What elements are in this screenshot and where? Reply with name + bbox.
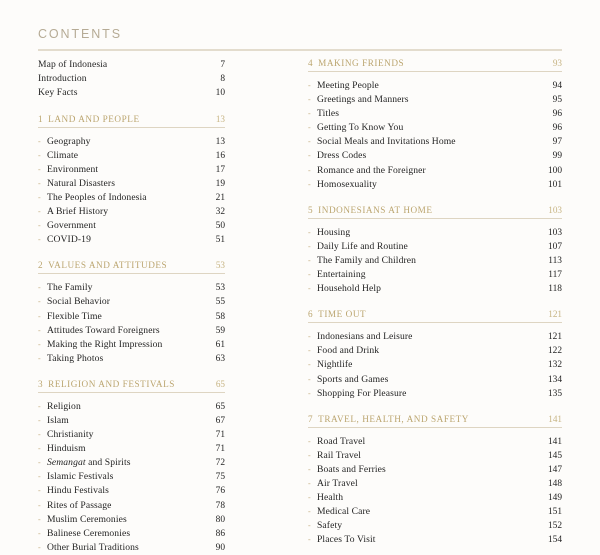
toc-entry-page-number: 100: [547, 165, 562, 176]
toc-section-heading-text: [38, 260, 167, 270]
toc-entry[interactable]: [38, 86, 225, 100]
toc-entry[interactable]: [308, 491, 562, 505]
bullet-dash-icon: -: [308, 137, 311, 147]
bullet-dash-icon: -: [38, 401, 41, 411]
toc-entry-page-number: 63: [215, 353, 225, 364]
toc-entry-label: Homosexuality: [317, 178, 377, 190]
toc-section-page-number: 103: [548, 204, 562, 215]
toc-entry[interactable]: [38, 352, 225, 366]
toc-entry-page-number: 117: [548, 270, 562, 281]
bullet-dash-icon: -: [38, 430, 41, 440]
toc-section: [308, 205, 562, 296]
toc-entry[interactable]: [308, 505, 562, 519]
toc-section-title: INDONESIANS AT HOME: [318, 204, 433, 215]
toc-section-number: 7: [308, 413, 314, 424]
toc-entry-label: Islamic Festivals: [47, 471, 114, 483]
toc-entry[interactable]: [308, 477, 562, 491]
bullet-dash-icon: -: [308, 493, 311, 503]
toc-entry[interactable]: [38, 527, 225, 541]
toc-entry-page-number: 94: [552, 81, 562, 91]
bullet-dash-icon: -: [38, 500, 41, 510]
toc-entry-label: Christianity: [47, 429, 94, 441]
bullet-dash-icon: -: [308, 478, 311, 488]
toc-entry[interactable]: [308, 519, 562, 533]
bullet-dash-icon: -: [38, 472, 41, 482]
toc-entry-label: Key Facts: [38, 87, 78, 99]
toc-entry-page-number: 58: [215, 311, 225, 322]
bullet-dash-icon: -: [38, 136, 41, 146]
toc-entry-page-number: 101: [547, 179, 562, 190]
toc-section-heading-text: [308, 414, 469, 424]
toc-entry[interactable]: [38, 513, 225, 527]
toc-section-heading[interactable]: [308, 309, 562, 323]
toc-entry-page-number: 113: [548, 255, 562, 266]
toc-entry-page-number: 76: [215, 486, 225, 497]
toc-entry-page-number: 16: [215, 150, 225, 161]
bullet-dash-icon: -: [308, 81, 311, 90]
toc-entry[interactable]: [38, 414, 225, 428]
bullet-dash-icon: -: [38, 486, 41, 496]
toc-entry-label: Dress Codes: [317, 150, 367, 162]
toc-entry[interactable]: [38, 324, 225, 338]
toc-section-item-list: [308, 428, 562, 548]
toc-section-heading-text: [308, 205, 433, 215]
toc-entry-label: Environment: [47, 163, 99, 175]
toc-entry[interactable]: [38, 541, 225, 555]
toc-column-right: [300, 58, 600, 555]
toc-entry-label: Hinduism: [47, 443, 86, 455]
toc-section-item-list: [38, 274, 225, 366]
bullet-dash-icon: -: [38, 192, 41, 202]
toc-entry-page-number: 149: [547, 493, 562, 504]
toc-section-title: TRAVEL, HEALTH, AND SAFETY: [318, 413, 469, 424]
toc-entry-label: Flexible Time: [47, 310, 102, 322]
toc-entry-label: Islam: [47, 415, 69, 427]
toc-section: [38, 114, 225, 248]
toc-entry-label: Daily Life and Routine: [317, 240, 408, 252]
toc-entry-label: Air Travel: [317, 477, 358, 489]
toc-entry[interactable]: [38, 219, 225, 233]
toc-entry[interactable]: [38, 233, 225, 247]
toc-entry[interactable]: [308, 387, 562, 401]
toc-section-number: 1: [38, 113, 44, 124]
toc-entry-page-number: 53: [215, 283, 225, 294]
toc-entry-label: Government: [47, 220, 96, 232]
toc-section: [308, 58, 562, 192]
bullet-dash-icon: -: [308, 450, 311, 460]
toc-entry[interactable]: [308, 178, 562, 192]
toc-entry-page-number: 103: [547, 227, 562, 238]
toc-entry[interactable]: [38, 484, 225, 498]
toc-entry-label: Making the Right Impression: [47, 338, 163, 350]
toc-section-title: RELIGION AND FESTIVALS: [48, 378, 175, 389]
toc-entry-page-number: 141: [547, 436, 562, 447]
toc-entry-page-number: 10: [215, 88, 225, 99]
bullet-dash-icon: -: [308, 521, 311, 531]
toc-entry-page-number: 78: [215, 500, 225, 511]
bullet-dash-icon: -: [308, 346, 311, 356]
bullet-dash-icon: -: [38, 528, 41, 538]
toc-entry-label: Romance and the Foreigner: [317, 164, 426, 176]
toc-entry-label: Meeting People: [317, 80, 379, 91]
toc-entry-label: Attitudes Toward Foreigners: [47, 324, 160, 336]
toc-section-heading-text: [38, 114, 140, 124]
toc-entry[interactable]: [38, 428, 225, 442]
toc-entry-label: Introduction: [38, 73, 87, 85]
bullet-dash-icon: -: [308, 374, 311, 384]
toc-entry-page-number: 134: [547, 374, 562, 385]
toc-entry-page-number: 122: [547, 346, 562, 357]
toc-entry-page-number: 148: [547, 478, 562, 489]
header-divider: [38, 49, 562, 51]
toc-entry[interactable]: [308, 149, 562, 163]
bullet-dash-icon: -: [308, 179, 311, 189]
toc-entry-page-number: 96: [552, 109, 562, 120]
bullet-dash-icon: -: [38, 235, 41, 245]
toc-entry-page-number: 17: [215, 164, 225, 175]
toc-entry[interactable]: [308, 282, 562, 296]
bullet-dash-icon: -: [308, 255, 311, 265]
toc-entry-label: Shopping For Pleasure: [317, 387, 407, 399]
toc-entry-label: Other Burial Traditions: [47, 541, 139, 553]
toc-entry[interactable]: [308, 121, 562, 135]
toc-entry-page-number: 151: [547, 507, 562, 518]
toc-section-heading[interactable]: [308, 414, 562, 428]
left-section-container: [38, 114, 225, 555]
toc-entry-label: Natural Disasters: [47, 177, 116, 189]
toc-entry[interactable]: [308, 449, 562, 463]
toc-section-heading[interactable]: [308, 58, 562, 72]
toc-entry[interactable]: [308, 164, 562, 178]
toc-entry[interactable]: [38, 400, 225, 414]
toc-entry-page-number: 19: [215, 178, 225, 189]
toc-entry-label: A Brief History: [47, 206, 109, 218]
toc-entry[interactable]: [38, 281, 225, 295]
toc-entry-label: Sports and Games: [317, 373, 389, 385]
toc-entry-label: Hindu Festivals: [47, 485, 109, 497]
toc-entry-label: Titles: [317, 108, 340, 120]
toc-section-page-number: 65: [215, 378, 225, 389]
toc-entry[interactable]: [308, 533, 562, 547]
toc-entry[interactable]: [38, 310, 225, 324]
toc-entry[interactable]: [38, 499, 225, 513]
toc-section-heading[interactable]: [38, 114, 225, 128]
toc-entry[interactable]: [38, 135, 225, 149]
toc-section-title: VALUES AND ATTITUDES: [48, 260, 168, 271]
bullet-dash-icon: -: [308, 507, 311, 517]
toc-entry-page-number: 99: [552, 151, 562, 162]
toc-section: [308, 309, 562, 400]
toc-section-item-list: [38, 128, 225, 248]
toc-entry-label: Social Meals and Invitations Home: [317, 136, 456, 148]
toc-section-title: LAND AND PEOPLE: [48, 113, 140, 124]
toc-entry[interactable]: [308, 330, 562, 344]
toc-entry-label: The Family and Children: [317, 254, 417, 266]
toc-entry[interactable]: [38, 72, 225, 86]
toc-entry-page-number: 135: [547, 388, 562, 399]
toc-entry[interactable]: [308, 268, 562, 282]
toc-section-number: 6: [308, 309, 314, 320]
bullet-dash-icon: -: [308, 165, 311, 175]
toc-section-number: 3: [38, 378, 44, 389]
bullet-dash-icon: -: [308, 109, 311, 119]
toc-section-heading-text: [308, 58, 404, 68]
toc-entry-page-number: 50: [215, 221, 225, 232]
bullet-dash-icon: -: [38, 339, 41, 349]
bullet-dash-icon: -: [38, 444, 41, 454]
toc-entry[interactable]: [38, 163, 225, 177]
toc-entry[interactable]: [308, 373, 562, 387]
toc-entry-page-number: 152: [547, 521, 562, 532]
toc-entry-page-number: 67: [215, 416, 225, 427]
toc-entry-label: Balinese Ceremonies: [47, 527, 131, 539]
toc-entry-page-number: 107: [547, 241, 562, 252]
toc-section-page-number: 121: [548, 309, 562, 320]
toc-entry[interactable]: [308, 358, 562, 372]
toc-entry-label: Religion: [47, 400, 81, 412]
toc-entry[interactable]: [308, 107, 562, 121]
toc-entry-label: Taking Photos: [47, 352, 104, 364]
bullet-dash-icon: -: [38, 325, 41, 335]
toc-entry-page-number: 7: [220, 60, 225, 70]
toc-section: [38, 260, 225, 366]
bullet-dash-icon: -: [308, 227, 311, 237]
bullet-dash-icon: -: [38, 297, 41, 307]
toc-section-title: TIME OUT: [318, 309, 367, 320]
toc-entry-label: Geography: [47, 135, 91, 147]
toc-entry-label: Social Behavior: [47, 296, 111, 308]
toc-entry-page-number: 8: [220, 74, 225, 85]
toc-section-heading-text: [38, 379, 175, 389]
toc-entry-label: The Peoples of Indonesia: [47, 191, 147, 203]
bullet-dash-icon: -: [38, 178, 41, 188]
bullet-dash-icon: -: [308, 464, 311, 474]
toc-entry-label: Nightlife: [317, 359, 353, 371]
toc-entry-label: Safety: [317, 520, 343, 532]
toc-entry-label: Places To Visit: [317, 534, 376, 546]
bullet-dash-icon: -: [38, 416, 41, 426]
toc-entry-page-number: 13: [215, 136, 225, 147]
toc-entry[interactable]: [308, 435, 562, 449]
toc-entry-label: COVID-19: [47, 234, 91, 246]
toc-entry-page-number: 132: [547, 360, 562, 371]
toc-section: [38, 379, 225, 555]
toc-section-item-list: [308, 72, 562, 192]
toc-section: [308, 414, 562, 548]
toc-entry-page-number: 75: [215, 472, 225, 483]
bullet-dash-icon: -: [38, 458, 41, 468]
bullet-dash-icon: -: [308, 360, 311, 370]
toc-entry-page-number: 96: [552, 123, 562, 134]
bullet-dash-icon: -: [308, 535, 311, 545]
toc-entry-label: Climate: [47, 149, 79, 161]
bullet-dash-icon: -: [308, 284, 311, 294]
toc-entry[interactable]: [308, 463, 562, 477]
toc-section-heading-text: [308, 309, 366, 319]
toc-columns: [0, 58, 600, 555]
toc-entry-page-number: 118: [548, 284, 562, 295]
toc-entry-page-number: 61: [215, 339, 225, 350]
toc-section-title: MAKING FRIENDS: [318, 58, 405, 68]
toc-entry-page-number: 147: [547, 464, 562, 475]
right-section-container: [308, 58, 562, 547]
toc-entry-page-number: 80: [215, 514, 225, 525]
bullet-dash-icon: -: [38, 311, 41, 321]
bullet-dash-icon: -: [38, 207, 41, 217]
toc-section-item-list: [308, 323, 562, 400]
bullet-dash-icon: -: [308, 332, 311, 342]
toc-entry-label: Map of Indonesia: [38, 59, 108, 70]
bullet-dash-icon: -: [38, 150, 41, 160]
toc-entry[interactable]: [308, 344, 562, 358]
toc-section-page-number: 141: [548, 413, 562, 424]
toc-entry-page-number: 90: [215, 542, 225, 553]
toc-entry[interactable]: [308, 240, 562, 254]
toc-entry[interactable]: [38, 338, 225, 352]
toc-entry-page-number: 121: [547, 332, 562, 343]
toc-entry[interactable]: [308, 254, 562, 268]
toc-entry-label: Boats and Ferries: [317, 463, 386, 475]
bullet-dash-icon: -: [308, 95, 311, 105]
toc-section-number: 2: [38, 260, 44, 271]
toc-entry-label: Rites of Passage: [47, 499, 112, 511]
toc-entry-page-number: 59: [215, 325, 225, 336]
bullet-dash-icon: -: [38, 353, 41, 363]
toc-entry[interactable]: [38, 295, 225, 309]
toc-entry-page-number: 145: [547, 450, 562, 461]
toc-entry-label: Greetings and Manners: [317, 94, 409, 106]
toc-header: [38, 28, 562, 51]
toc-entry[interactable]: [38, 177, 225, 191]
bullet-dash-icon: -: [38, 164, 41, 174]
bullet-dash-icon: -: [38, 542, 41, 552]
toc-section-heading[interactable]: [38, 260, 225, 274]
toc-entry-page-number: 95: [552, 95, 562, 106]
bullet-dash-icon: -: [308, 123, 311, 133]
toc-entry-page-number: 51: [215, 235, 225, 246]
toc-section-page-number: 13: [215, 113, 225, 124]
toc-entry-label: Semangat and Spirits: [47, 457, 131, 469]
toc-entry-page-number: 86: [215, 528, 225, 539]
toc-section-number: 5: [308, 204, 314, 215]
front-matter-list: [38, 58, 225, 101]
toc-entry-page-number: 97: [552, 137, 562, 148]
toc-entry[interactable]: [308, 79, 562, 93]
toc-entry-page-number: 55: [215, 297, 225, 308]
bullet-dash-icon: -: [308, 151, 311, 161]
toc-entry-label: Muslim Ceremonies: [47, 513, 127, 525]
bullet-dash-icon: -: [38, 283, 41, 293]
toc-entry[interactable]: [38, 149, 225, 163]
bullet-dash-icon: -: [308, 436, 311, 446]
toc-entry-page-number: 154: [547, 535, 562, 546]
toc-section-page-number: 93: [552, 58, 562, 68]
bullet-dash-icon: -: [38, 221, 41, 231]
bullet-dash-icon: -: [38, 514, 41, 524]
toc-entry-label: Getting To Know You: [317, 122, 404, 134]
toc-entry-label: Rail Travel: [317, 449, 362, 461]
toc-entry-label: The Family: [47, 282, 93, 294]
toc-entry-label: Entertaining: [317, 269, 366, 281]
toc-section-item-list: [308, 219, 562, 296]
bullet-dash-icon: -: [308, 241, 311, 251]
toc-entry[interactable]: [38, 456, 225, 470]
page-title: CONTENTS: [38, 27, 122, 41]
toc-entry[interactable]: [38, 58, 225, 72]
toc-section-heading[interactable]: [38, 379, 225, 393]
toc-entry[interactable]: [38, 470, 225, 484]
toc-section-item-list: [38, 393, 225, 555]
toc-entry-label: Indonesians and Leisure: [317, 331, 413, 343]
toc-section-heading[interactable]: [308, 205, 562, 219]
toc-entry[interactable]: [38, 205, 225, 219]
toc-entry-label: Household Help: [317, 283, 382, 295]
front-matter-spacer: [38, 101, 225, 114]
toc-entry-page-number: 72: [215, 458, 225, 469]
toc-entry-label: Food and Drink: [317, 345, 380, 357]
toc-entry[interactable]: [38, 442, 225, 456]
toc-column-left: [0, 58, 300, 555]
bullet-dash-icon: -: [308, 388, 311, 398]
toc-entry-label: Road Travel: [317, 435, 366, 447]
toc-entry-page-number: 65: [215, 401, 225, 412]
toc-entry-label: Housing: [317, 226, 351, 238]
toc-entry-page-number: 71: [215, 444, 225, 455]
toc-entry-label: Health: [317, 492, 344, 504]
toc-entry-label: Medical Care: [317, 506, 371, 518]
toc-entry[interactable]: [38, 191, 225, 205]
toc-entry[interactable]: [308, 93, 562, 107]
toc-entry-page-number: 71: [215, 430, 225, 441]
toc-entry-page-number: 21: [215, 192, 225, 203]
toc-entry-page-number: 32: [215, 207, 225, 218]
toc-section-page-number: 53: [215, 260, 225, 271]
toc-section-number: 4: [308, 58, 314, 68]
toc-entry[interactable]: [308, 226, 562, 240]
bullet-dash-icon: -: [308, 270, 311, 280]
toc-entry[interactable]: [308, 135, 562, 149]
